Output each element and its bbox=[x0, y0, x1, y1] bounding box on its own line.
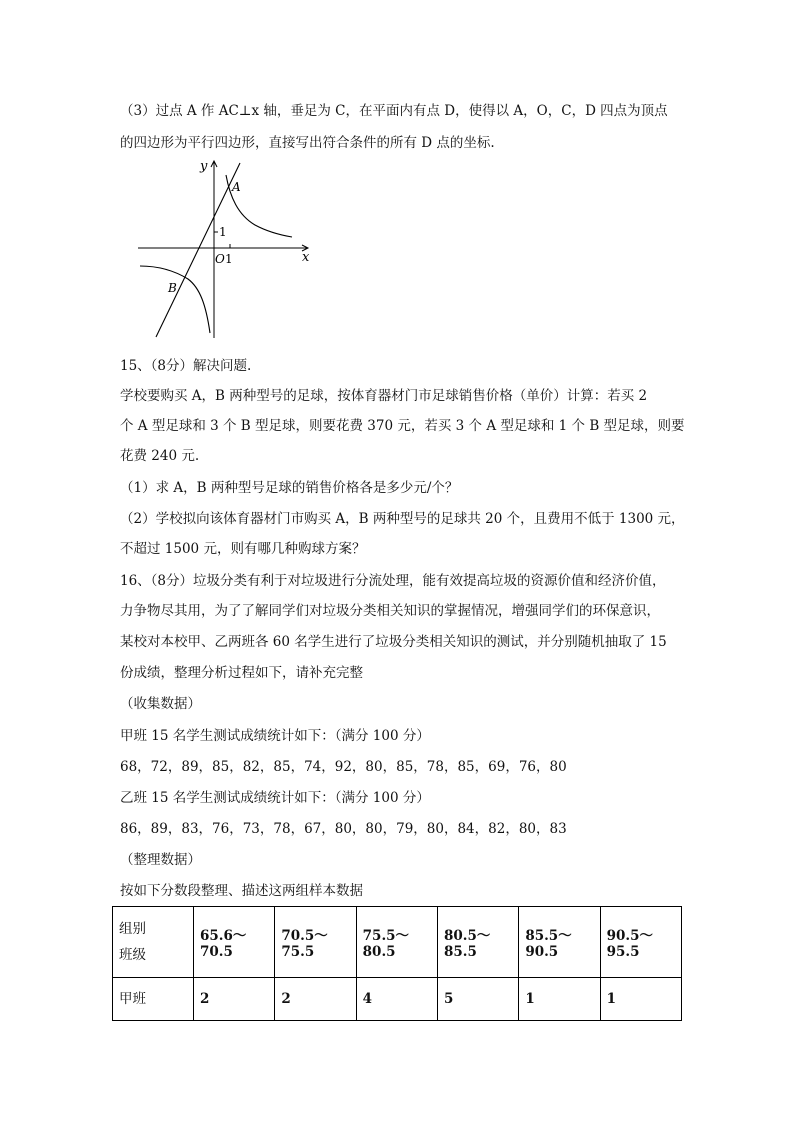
table-cell: 1 bbox=[600, 978, 681, 1021]
y-axis-label: y bbox=[200, 159, 208, 174]
score-distribution-table bbox=[112, 906, 682, 1021]
point-b-label: B bbox=[168, 281, 177, 295]
table-cell: 2 bbox=[275, 978, 356, 1021]
corner-class-label: 班级 bbox=[119, 947, 146, 963]
table-cell: 1 bbox=[519, 978, 600, 1021]
q16-yi-title: 乙班 15 名学生测试成绩统计如下：（满分 100 分） bbox=[120, 790, 430, 806]
table-row bbox=[113, 978, 682, 1021]
table-header-cell: 85.5～90.5 bbox=[519, 907, 600, 978]
q16-jia-scores: 68，72，89，85，82，85，74，92，80，85，78，85，69，76，80 bbox=[120, 759, 567, 775]
q16-collect-heading: （收集数据） bbox=[120, 696, 201, 712]
hyperbola-branch-q3 bbox=[140, 266, 210, 333]
corner-group-label: 组别 bbox=[119, 921, 146, 937]
q15-subquestion-1: （1）求 A，B 两种型号足球的销售价格各是多少元/个？ bbox=[120, 480, 459, 496]
q16-organize-heading: （整理数据） bbox=[120, 852, 201, 868]
linear-function-line bbox=[156, 163, 240, 337]
q15-paragraph-line2: 个 A 型足球和 3 个 B 型足球，则要花费 370 元，若买 3 个 A 型足球和 1 个 B 型足球，则要 bbox=[120, 418, 685, 434]
y-tick-label: 1 bbox=[219, 225, 227, 239]
table-header-cell: 80.5～85.5 bbox=[437, 907, 518, 978]
q15-subquestion-2-line2: 不超过 1500 元，则有哪几种购球方案？ bbox=[120, 541, 366, 557]
q15-paragraph-line3: 花费 240 元. bbox=[120, 448, 200, 464]
point-a-label: A bbox=[232, 180, 241, 194]
q15-subquestion-2-line1: （2）学校拟向该体育器材门市购买 A，B 两种型号的足球共 20 个，且费用不低于 1300 元， bbox=[120, 511, 685, 527]
x-tick-label: 1 bbox=[225, 252, 233, 266]
table-header-cell: 90.5～95.5 bbox=[600, 907, 681, 978]
q14-part3-line1: （3）过点 A 作 AC⊥x 轴，垂足为 C，在平面内有点 D，使得以 A，O，C，D 四点为顶点 bbox=[120, 103, 668, 119]
x-axis-label: x bbox=[302, 250, 310, 265]
table-header-cell: 70.5～75.5 bbox=[275, 907, 356, 978]
table-header-cell: 75.5～80.5 bbox=[356, 907, 437, 978]
q16-paragraph-line4: 份成绩，整理分析过程如下，请补充完整 bbox=[120, 665, 363, 681]
table-header-cell: 65.6～70.5 bbox=[194, 907, 275, 978]
q16-jia-title: 甲班 15 名学生测试成绩统计如下：（满分 100 分） bbox=[120, 728, 430, 744]
q16-paragraph-line2: 力争物尽其用，为了了解同学们对垃圾分类相关知识的掌握情况，增强同学们的环保意识， bbox=[120, 603, 660, 619]
origin-label: O bbox=[215, 252, 225, 266]
table-corner-cell bbox=[113, 907, 194, 978]
function-graph-figure bbox=[130, 155, 320, 345]
q14-part3-line2: 的四边形为平行四边形，直接写出符合条件的所有 D 点的坐标. bbox=[120, 135, 495, 151]
table-cell: 2 bbox=[194, 978, 275, 1021]
table-cell: 5 bbox=[437, 978, 518, 1021]
q15-paragraph-line1: 学校要购买 A，B 两种型号的足球，按体育器材门市足球销售价格（单价）计算：若买 2 bbox=[120, 388, 648, 404]
table-cell: 4 bbox=[356, 978, 437, 1021]
q16-yi-scores: 86，89，83，76，73，78，67，80，80，79，80，84，82，80，83 bbox=[120, 821, 567, 837]
q16-paragraph-line3: 某校对本校甲、乙两班各 60 名学生进行了垃圾分类相关知识的测试，并分别随机抽取了 15 bbox=[120, 634, 667, 650]
q15-heading: 15、（8分）解决问题. bbox=[120, 358, 252, 374]
q16-description: 按如下分数段整理、描述这两组样本数据 bbox=[120, 883, 363, 899]
q16-paragraph-line1: 16、（8分）垃圾分类有利于对垃圾进行分流处理，能有效提高垃圾的资源价值和经济价值， bbox=[120, 573, 666, 589]
table-header-row bbox=[113, 907, 682, 978]
table-row-label: 甲班 bbox=[113, 978, 194, 1021]
